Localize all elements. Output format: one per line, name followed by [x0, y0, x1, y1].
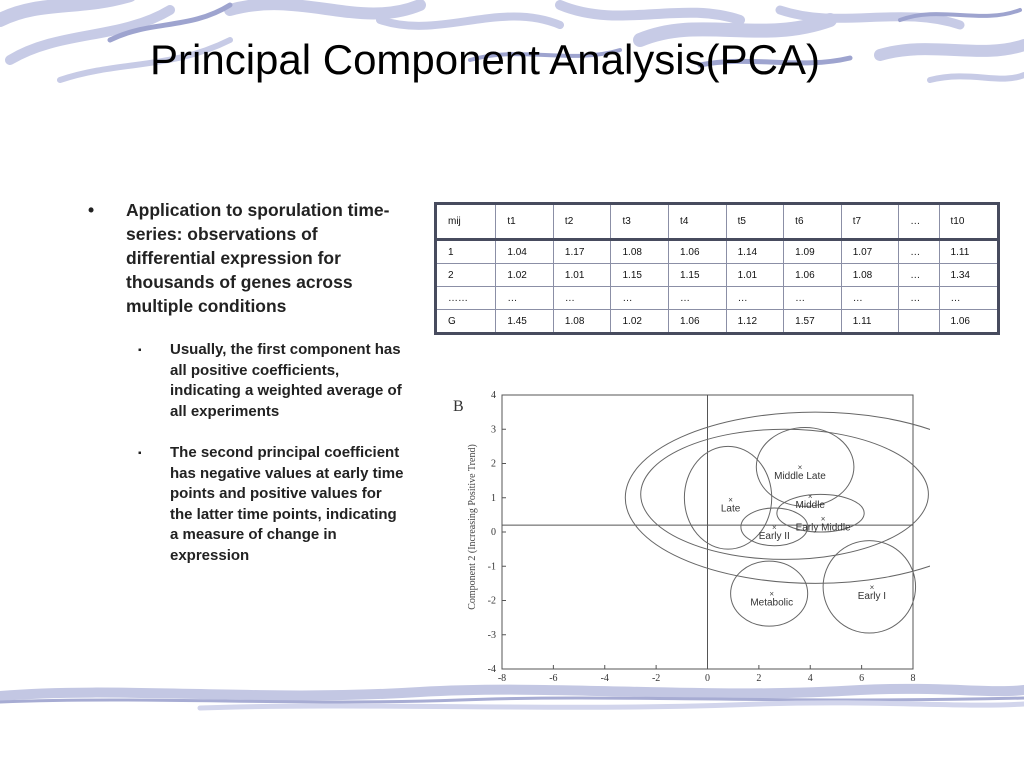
y-tick-label: -3 — [487, 629, 496, 641]
expression-matrix-table — [434, 202, 1000, 335]
y-tick-label: 3 — [491, 424, 496, 436]
table-cell: … — [841, 287, 899, 310]
table-cell: t7 — [841, 204, 899, 240]
table-cell: G — [436, 310, 496, 334]
table-cell: t4 — [669, 204, 727, 240]
sub-bullet-marker: ▪ — [138, 345, 142, 356]
y-tick-label: 0 — [491, 527, 496, 538]
data-point-label: Early II — [758, 530, 790, 542]
sub-bullet-list — [82, 340, 404, 566]
pca-scatter-plot — [450, 385, 930, 685]
table-cell: t3 — [611, 204, 669, 240]
data-point-label: Early Middle — [795, 522, 851, 534]
table-row — [436, 287, 999, 310]
decorative-footer-swooshes — [0, 680, 1024, 720]
slide-title: Principal Component Analysis(PCA) — [150, 36, 820, 83]
table-cell: 1.57 — [784, 310, 842, 334]
sub-bullet — [82, 443, 404, 566]
table-cell: 1.06 — [669, 310, 727, 334]
table-cell: 1.45 — [496, 310, 554, 334]
table-cell: 1.07 — [841, 240, 899, 264]
table-cell: 1.08 — [553, 310, 611, 334]
y-tick-label: 1 — [491, 492, 496, 504]
data-point-label: Middle Late — [774, 470, 826, 482]
table-cell: 1.34 — [939, 264, 998, 287]
table-cell: 1.01 — [726, 264, 784, 287]
x-tick-label: 8 — [910, 673, 916, 684]
table-cell: 1.04 — [496, 240, 554, 264]
main-bullet-text: Application to sporulation time-series: observations of differential expression for thousands of genes across multiple conditions — [126, 200, 390, 316]
table-row — [436, 310, 999, 334]
x-tick-label: -6 — [549, 673, 558, 684]
table-cell: 1.01 — [553, 264, 611, 287]
data-point-label: Middle — [795, 500, 825, 512]
table-cell: 1.06 — [784, 264, 842, 287]
table-cell: … — [899, 287, 939, 310]
table-cell: 1 — [436, 240, 496, 264]
bullet-list — [84, 198, 404, 566]
data-point: × — [771, 522, 777, 532]
table-cell: 1.14 — [726, 240, 784, 264]
x-tick-label: 6 — [859, 673, 865, 684]
data-point: × — [769, 589, 775, 599]
sub-bullet — [82, 340, 404, 422]
table-cell: mij — [436, 204, 496, 240]
y-axis-label: Component 2 (Increasing Positive Trend) — [467, 444, 478, 610]
data-point-label: Metabolic — [750, 597, 794, 609]
data-point: × — [797, 462, 803, 472]
table-cell: … — [611, 287, 669, 310]
cluster-ellipse — [625, 412, 930, 583]
data-point: × — [869, 582, 875, 592]
table-cell: t6 — [784, 204, 842, 240]
table-cell: …… — [436, 287, 496, 310]
x-tick-label: 0 — [705, 673, 710, 684]
x-tick-label: -2 — [651, 673, 661, 684]
y-tick-label: 4 — [491, 390, 496, 401]
table-cell: 1.15 — [669, 264, 727, 287]
table-cell: … — [899, 204, 939, 240]
table-cell: 1.15 — [611, 264, 669, 287]
table-cell: … — [784, 287, 842, 310]
table-cell: 1.09 — [784, 240, 842, 264]
table-header-row — [436, 204, 999, 240]
table-cell: 1.11 — [841, 310, 899, 334]
y-tick-label: 2 — [491, 458, 496, 470]
panel-label: B — [453, 398, 464, 415]
table-cell: … — [669, 287, 727, 310]
table-cell: t10 — [939, 204, 998, 240]
table-cell: 1.08 — [841, 264, 899, 287]
table-cell: … — [899, 240, 939, 264]
x-tick-label: -8 — [497, 673, 507, 684]
table-cell — [899, 310, 939, 334]
data-point: × — [728, 495, 733, 505]
sub-bullet-text: Usually, the first component has all positive coefficients, indicating a weighted average of all experiments — [170, 341, 402, 420]
table-row — [436, 264, 999, 287]
data-point-label: Early I — [857, 590, 887, 602]
sub-bullet-marker: ▪ — [138, 448, 142, 459]
x-tick-label: 2 — [756, 673, 762, 684]
data-point: × — [807, 492, 813, 502]
table-cell: … — [939, 287, 998, 310]
table-cell: 1.02 — [611, 310, 669, 334]
table-cell: 2 — [436, 264, 496, 287]
x-tick-label: 4 — [807, 673, 813, 684]
y-tick-label: -2 — [487, 595, 496, 607]
table-cell: … — [899, 264, 939, 287]
table-cell: … — [726, 287, 784, 310]
table-cell: … — [496, 287, 554, 310]
table-cell: 1.17 — [553, 240, 611, 264]
data-point-label: Late — [720, 503, 741, 515]
table-cell: t5 — [726, 204, 784, 240]
table-cell: 1.06 — [669, 240, 727, 264]
data-point: × — [820, 514, 826, 524]
bullet-marker: • — [88, 200, 95, 220]
table-row — [436, 240, 999, 264]
table-cell: 1.12 — [726, 310, 784, 334]
table-cell: … — [553, 287, 611, 310]
y-tick-label: -4 — [487, 664, 496, 675]
y-tick-label: -1 — [487, 561, 496, 573]
table-cell: t2 — [553, 204, 611, 240]
table-cell: 1.11 — [939, 240, 998, 264]
table-cell: 1.02 — [496, 264, 554, 287]
table-cell: 1.08 — [611, 240, 669, 264]
table-cell: t1 — [496, 204, 554, 240]
main-bullet — [84, 198, 404, 318]
cluster-ellipse — [756, 428, 854, 507]
table-cell: 1.06 — [939, 310, 998, 334]
x-tick-label: -4 — [600, 673, 609, 684]
sub-bullet-text: The second principal coefficient has negative values at early time points and positive values for the latter time points, indicating a measure of change in expression — [170, 444, 404, 564]
